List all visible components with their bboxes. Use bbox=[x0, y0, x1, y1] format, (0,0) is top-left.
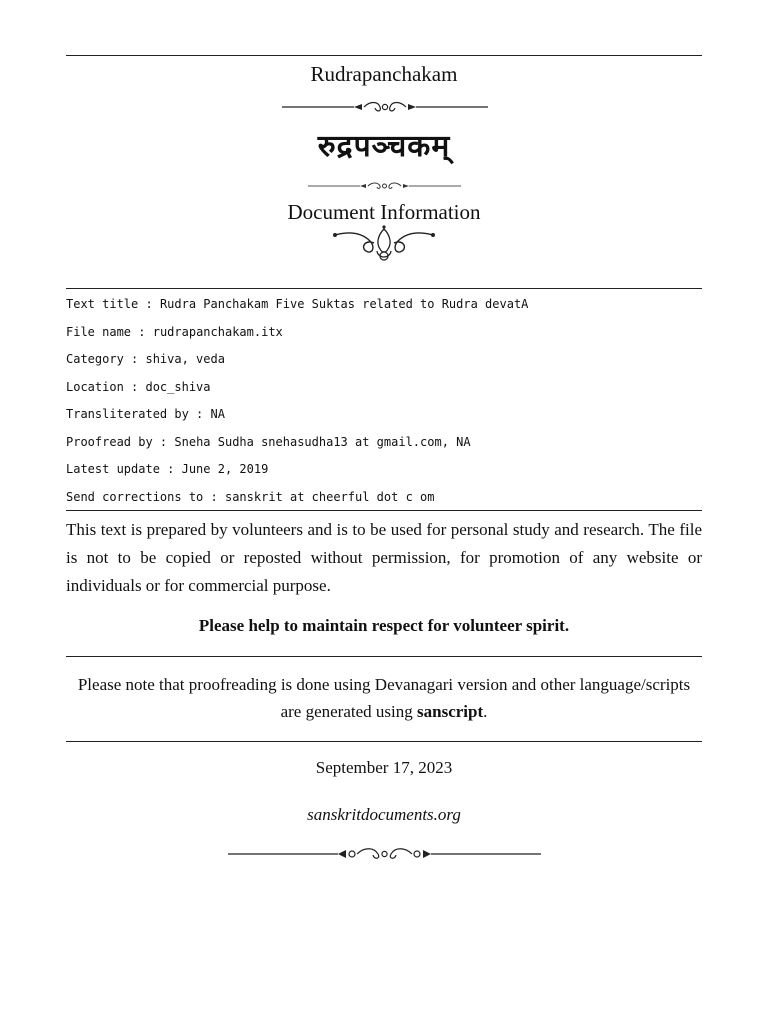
footer-ornament bbox=[228, 845, 541, 863]
flourish-ornament bbox=[332, 225, 436, 265]
info-box-bottom-rule bbox=[66, 510, 702, 511]
section-title: Document Information bbox=[287, 200, 481, 224]
site-name: sanskritdocuments.org bbox=[307, 805, 461, 824]
volunteer-notice-paragraph: This text is prepared by volunteers and is to be used for personal study and research. The file is not to be copied or reposted without permission, for promotion of any website or individuals or for commercial purpose. bbox=[66, 520, 702, 595]
sanscript-word: sanscript bbox=[417, 702, 484, 721]
info-category: Category : shiva, veda bbox=[66, 352, 225, 366]
volunteer-spirit-note: Please help to maintain respect for volunteer spirit. bbox=[198, 616, 570, 635]
proofreading-note: Please note that proofreading is done using Devanagari version and other language/scripts are generated using sanscript. bbox=[77, 675, 691, 721]
info-text-title: Text title : Rudra Panchakam Five Suktas related to Rudra devatA bbox=[66, 297, 529, 311]
info-proofread-by: Proofread by : Sneha Sudha snehasudha13 at gmail.com, NA bbox=[66, 435, 471, 449]
info-transliterated-by: Transliterated by : NA bbox=[66, 407, 225, 421]
notice-rule bbox=[66, 656, 702, 657]
document-date: September 17, 2023 bbox=[315, 758, 453, 777]
info-send-corrections: Send corrections to : sanskrit at cheerful dot c om bbox=[66, 490, 435, 504]
top-rule bbox=[66, 55, 702, 56]
info-box-top-rule bbox=[66, 288, 702, 289]
ornament-divider-1 bbox=[282, 99, 488, 115]
note-rule bbox=[66, 741, 702, 742]
document-title-devanagari: रुद्रपञ्चकम् bbox=[317, 129, 451, 164]
info-latest-update: Latest update : June 2, 2019 bbox=[66, 462, 269, 476]
ornament-divider-2 bbox=[308, 179, 461, 193]
document-title: Rudrapanchakam bbox=[310, 62, 458, 86]
info-location: Location : doc_shiva bbox=[66, 380, 211, 394]
info-file-name: File name : rudrapanchakam.itx bbox=[66, 325, 283, 339]
